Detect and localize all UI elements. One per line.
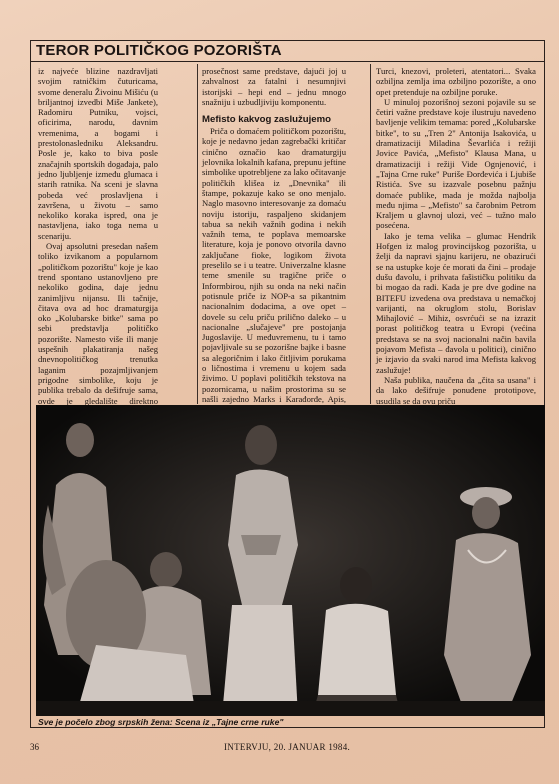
article-headline: TEROR POLITIČKOG POZORIŠTA	[36, 42, 282, 59]
paragraph: Priča o domaćem političkom pozorištu, koje je nedavno jedan zagrebački kritičar cinično označio kao dramaturgiju jelovnika lokalnih kafana, prepunu jeftine simbolike upotrebljene za lako očitavanje političkih klišea iz „Dnevnika" ili štampe, pokazuje kako se ono menjalo. Naglo masovno interesovanje za domaću noviju istoriju, raspaljeno skidanjem tabua sa nekih važnih godina i nekih važnih tema, te poplava memoarske literature, koja je ponovo otvorila davno zaključane fioke, logikom života preselilo se i u teatre. Univerzalne klasne teme smenile su tragične priče o Informbirou, njih su onda na neki način potisnule priče iz NOP-a sa pikantnim nacionalnim dodacima, a ove opet – dovele su celu priču prilično daleko – u nacionalne „slučajeve" pre postojanja Jugoslavije. U međuvremenu, tu i tamo pojavljivale su se pozorišne bajke i basne sa alegoričnim i lako čitljivim porukama o ličnostima i vremenu u kojem sada živimo. U poplavi političkih tekstova na pozornicama, u našim prostorima su se našli zajedno Marks i Karađorđe, Apis,	[202, 126, 346, 404]
stage-photo	[36, 405, 545, 716]
headline-rule	[30, 61, 545, 62]
paragraph: iz najveće blizine nazdravljati svojim ratničkim čuturicama, svome deneralu Živoinu Mišiću (u briljantnoj izvedbi Miše Jankete), Radomiru Putniku, vojsci, oficirima, narodu, davnim vremenima, a bogami i prestolonasledniku Aleksandru. Posle je, kako to biva posle značajnih sportskih događaja, palo jedno ljubljenje između glumaca i starih ratnika. Na sceni je slavna pobeda već proslavljena i završena, u životu – samo nekoliko koraka ispred, ona je nastavljena, iako toga nema u scenariju.	[38, 66, 158, 241]
text-column-2	[202, 66, 346, 402]
paragraph: Turci, knezovi, proleteri, atentatori... Svaka ozbiljna zemlja ima ozbiljno pozorište, a ono opet pretenduje na ozbiljne poruke.	[376, 66, 536, 97]
text-column-3	[376, 66, 536, 406]
photo-caption: Sve je počelo zbog srpskih žena: Scena iz „Tajne crne ruke"	[38, 717, 284, 727]
page-number: 36	[30, 742, 39, 752]
column-divider	[197, 64, 198, 404]
section-subhead: Mefisto kakvog zaslužujemo	[202, 114, 332, 126]
publication-info: INTERVJU, 20. JANUAR 1984.	[224, 742, 351, 752]
paragraph: U minuloj pozorišnoj sezoni pojavile su se četiri važne predstave koje ilustruju navedeno bavljenje velikim temama: pored „Kolubarske bitke", to su „Tren 2" Antonija Isakovića, u dramatizaciji Miladina Ševarlića i režiji Jovice Pavića, „Mefisto" Klausa Mana, u dramatizaciji i režiji Vide Ognjenović, i „Tajna Crne ruke" Puriše Đorđevića i Ljubiše Ristića. Sve su izazvale posebnu pažnju domaće publike, mada je možda najbolja među njima – „Mefisto" sa čarobnim Petrom Kraljem u glavnoj ulozi, već – tužno malo posećena.	[376, 96, 536, 231]
paragraph: prosečnost same predstave, dajući joj u zahvalnost za fatalni i nesumnjivi istorijski – hepi end – jednu mnogo snažniju i uzbudljiviju komponentu.	[202, 66, 346, 107]
paragraph: Iako je tema velika – glumac Hendrik Hofgen iz malog provincijskog pozorišta, u želji da napravi sjajnu karijeru, ne obazirući se na ustupke koje će morati da čini – prodaje dušu đavolu, i prihvata fašističku politiku da bi mogao da radi. Kada je pre dve godine na BITEFU izvedena ova predstava u nemačkoj varijanti, na okruglom stolu, Borislav Mihajlović – Mihiz, osvrćući se na izrazit porast političkog teatra u Evropi (većina predstava se na svoj nacionalni način bavila pojavom Mefista – đavola u politici), cinično je izjavio da svaki narod ima Mefista kakvog zaslužuje!	[376, 230, 536, 375]
stage-scene-illustration	[36, 405, 545, 716]
paragraph: Naša publika, naučena da „čita sa usana" i da lako dešifruje ponuđene prototipove, usudila se da ovu priču	[376, 374, 536, 406]
paragraph: Ovaj apsolutni presedan našem toliko izvikanom a popularnom „političkom pozorištu" koje je kao trend spontano ustanovljeno pre nekoliko godina, daje jednu zanimljivu nijansu. Ili tačnije, čitava ova ad hoc dramaturgija oko „Kolubarske bitke" sama po sebi predstavlja političko pozorište. Namesto više ili manje uspešnih plakatiranja našeg dnevnopolitičkog trenutka laganim pozajmljivanjem prigodne simbolike, koju je publika trebalo da dešifruje sama, ovde je gledalište direktno	[38, 241, 158, 406]
column-divider	[370, 64, 371, 404]
text-column-1	[38, 66, 158, 406]
